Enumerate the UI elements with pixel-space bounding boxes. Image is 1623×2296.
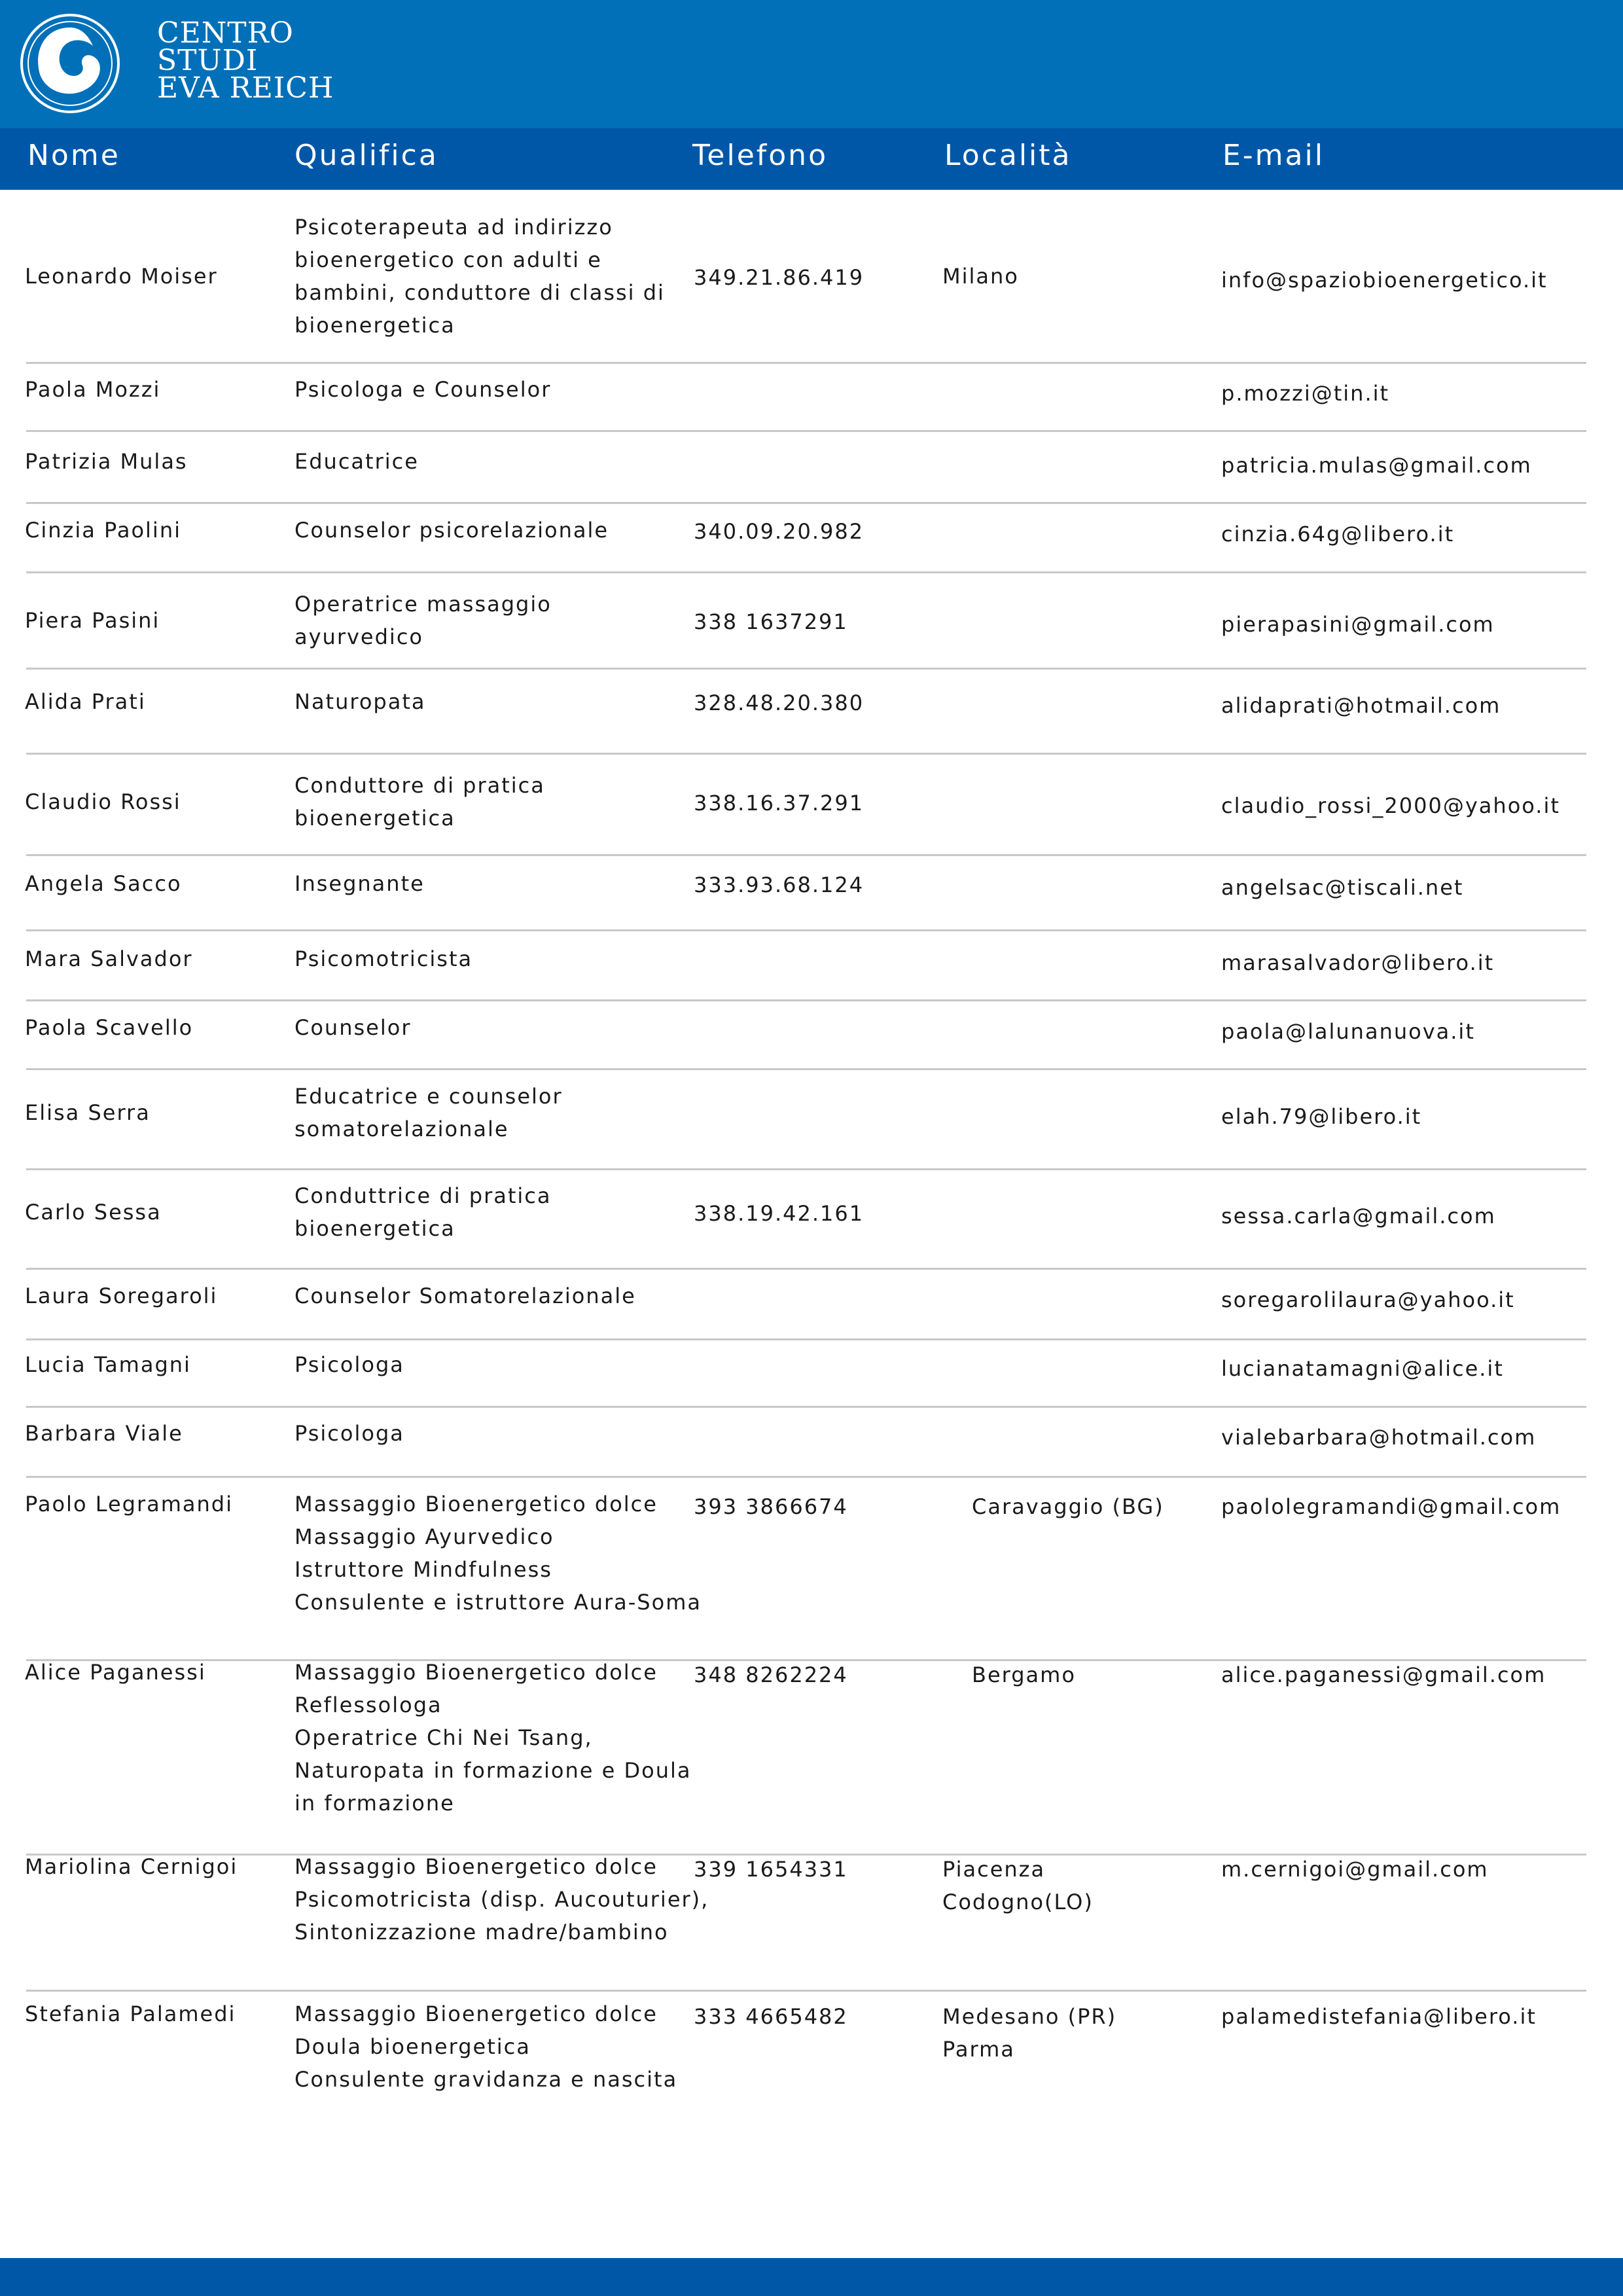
qualification-cell: Sintonizzazione madre/bambino: [294, 1920, 669, 1945]
qualification-cell: Doula bioenergetica: [294, 2034, 531, 2059]
qualification-cell: Psicomotricista (disp. Aucouturier),: [294, 1887, 709, 1912]
name-cell: Cinzia Paolini: [25, 518, 181, 543]
qualification-cell: Counselor: [294, 1015, 412, 1040]
row-separator: [26, 502, 1586, 504]
qualification-cell: Psicologa: [294, 1421, 404, 1446]
email-cell[interactable]: m.cernigoi@gmail.com: [1221, 1857, 1489, 1882]
email-cell[interactable]: info@spaziobioenergetico.it: [1221, 268, 1548, 293]
email-cell[interactable]: lucianatamagni@alice.it: [1221, 1356, 1504, 1381]
phone-cell: 340.09.20.982: [694, 519, 865, 544]
phone-cell: 338 1637291: [694, 609, 848, 634]
qualification-cell: in formazione: [294, 1791, 455, 1816]
qualification-cell: Insegnante: [294, 871, 425, 896]
qualification-cell: Massaggio Bioenergetico dolce: [294, 1854, 658, 1879]
qualification-cell: Educatrice: [294, 449, 419, 474]
row-separator: [26, 753, 1586, 755]
qualification-cell: Naturopata: [294, 689, 426, 714]
name-cell: Laura Soregaroli: [25, 1283, 218, 1308]
name-cell: Mariolina Cernigoi: [25, 1854, 238, 1879]
bottom-banner: [0, 2258, 1623, 2296]
email-cell[interactable]: paololegramandi@gmail.com: [1221, 1494, 1561, 1519]
email-cell[interactable]: patricia.mulas@gmail.com: [1221, 453, 1532, 478]
location-cell: Codogno(LO): [942, 1890, 1094, 1914]
row-separator: [26, 571, 1586, 573]
brand-name-line: STUDI: [157, 44, 259, 77]
name-cell: Alida Prati: [25, 689, 146, 714]
name-cell: Patrizia Mulas: [25, 449, 188, 474]
row-separator: [26, 1168, 1586, 1170]
phone-cell: 339 1654331: [694, 1857, 848, 1882]
qualification-cell: bioenergetica: [294, 313, 455, 338]
brand-name-line: EVA REICH: [157, 71, 334, 105]
qualification-cell: Conduttrice di pratica: [294, 1183, 552, 1208]
email-cell[interactable]: palamedistefania@libero.it: [1221, 2004, 1537, 2029]
email-cell[interactable]: pierapasini@gmail.com: [1221, 612, 1495, 637]
qualification-cell: Consulente gravidanza e nascita: [294, 2067, 678, 2092]
location-cell: Caravaggio (BG): [972, 1494, 1164, 1519]
name-cell: Barbara Viale: [25, 1421, 183, 1446]
email-cell[interactable]: marasalvador@libero.it: [1221, 950, 1495, 975]
email-cell[interactable]: cinzia.64g@libero.it: [1221, 522, 1455, 547]
phone-cell: 328.48.20.380: [694, 691, 865, 715]
qualification-cell: bioenergetica: [294, 806, 455, 831]
name-cell: Claudio Rossi: [25, 789, 181, 814]
phone-cell: 333 4665482: [694, 2004, 848, 2029]
phone-cell: 338.19.42.161: [694, 1201, 865, 1226]
email-cell[interactable]: elah.79@libero.it: [1221, 1104, 1422, 1129]
row-separator: [26, 1068, 1586, 1070]
qualification-cell: Psicoterapeuta ad indirizzo: [294, 215, 613, 240]
phone-cell: 333.93.68.124: [694, 872, 865, 897]
name-cell: Mara Salvador: [25, 946, 193, 971]
name-cell: Paolo Legramandi: [25, 1492, 233, 1516]
name-cell: Paola Mozzi: [25, 377, 161, 402]
row-separator: [26, 1476, 1586, 1478]
column-header-qualification: Qualifica: [294, 139, 438, 172]
qualification-cell: Consulente e istruttore Aura-Soma: [294, 1590, 702, 1615]
qualification-cell: Psicomotricista: [294, 946, 473, 971]
name-cell: Elisa Serra: [25, 1100, 151, 1125]
email-cell[interactable]: vialebarbara@hotmail.com: [1221, 1425, 1537, 1450]
name-cell: Angela Sacco: [25, 871, 182, 896]
row-separator: [26, 668, 1586, 670]
qualification-cell: bioenergetica: [294, 1216, 455, 1241]
qualification-cell: Conduttore di pratica: [294, 773, 545, 798]
name-cell: Leonardo Moiser: [25, 264, 218, 289]
email-cell[interactable]: p.mozzi@tin.it: [1221, 381, 1390, 406]
email-cell[interactable]: soregarolilaura@yahoo.it: [1221, 1287, 1515, 1312]
email-cell[interactable]: paola@lalunanuova.it: [1221, 1019, 1475, 1044]
name-cell: Stefania Palamedi: [25, 2001, 236, 2026]
qualification-cell: Educatrice e counselor: [294, 1084, 563, 1109]
qualification-cell: Psicologa: [294, 1352, 404, 1377]
row-separator: [26, 430, 1586, 432]
qualification-cell: Operatrice Chi Nei Tsang,: [294, 1725, 593, 1750]
row-separator: [26, 362, 1586, 364]
qualification-cell: Counselor Somatorelazionale: [294, 1283, 636, 1308]
location-cell: Medesano (PR): [942, 2004, 1117, 2029]
qualification-cell: bioenergetico con adulti e: [294, 247, 602, 272]
email-cell[interactable]: angelsac@tiscali.net: [1221, 875, 1464, 900]
qualification-cell: Massaggio Bioenergetico dolce: [294, 1492, 658, 1516]
qualification-cell: ayurvedico: [294, 624, 423, 649]
email-cell[interactable]: claudio_rossi_2000@yahoo.it: [1221, 793, 1560, 818]
name-cell: Piera Pasini: [25, 608, 160, 633]
qualification-cell: Istruttore Mindfulness: [294, 1557, 552, 1582]
email-cell[interactable]: sessa.carla@gmail.com: [1221, 1204, 1496, 1229]
row-separator: [26, 1268, 1586, 1270]
brand-name-line: CENTRO: [157, 16, 294, 50]
qualification-cell: bambini, conduttore di classi di: [294, 280, 665, 305]
location-cell: Bergamo: [972, 1662, 1076, 1687]
name-cell: Alice Paganessi: [25, 1660, 206, 1685]
column-header-email: E-mail: [1222, 139, 1325, 172]
email-cell[interactable]: alice.paganessi@gmail.com: [1221, 1662, 1546, 1687]
name-cell: Paola Scavello: [25, 1015, 194, 1040]
location-cell: Parma: [942, 2037, 1015, 2062]
column-header-location: Località: [944, 139, 1072, 172]
qualification-cell: Psicologa e Counselor: [294, 377, 552, 402]
phone-cell: 348 8262224: [694, 1662, 848, 1687]
qualification-cell: Massaggio Ayurvedico: [294, 1524, 554, 1549]
row-separator: [26, 1406, 1586, 1408]
name-cell: Carlo Sessa: [25, 1200, 162, 1225]
column-header-phone: Telefono: [692, 139, 828, 172]
qualification-cell: Operatrice massaggio: [294, 592, 552, 617]
phone-cell: 393 3866674: [694, 1494, 848, 1519]
row-separator: [26, 999, 1586, 1001]
column-header-name: Nome: [27, 139, 120, 172]
qualification-cell: Naturopata in formazione e Doula: [294, 1758, 692, 1783]
location-cell: Piacenza: [942, 1857, 1046, 1882]
email-cell[interactable]: alidaprati@hotmail.com: [1221, 693, 1501, 718]
phone-cell: 338.16.37.291: [694, 791, 865, 816]
row-separator: [26, 1338, 1586, 1340]
qualification-cell: Massaggio Bioenergetico dolce: [294, 2001, 658, 2026]
qualification-cell: Massaggio Bioenergetico dolce: [294, 1660, 658, 1685]
qualification-cell: Reflessologa: [294, 1693, 442, 1717]
row-separator: [26, 854, 1586, 856]
location-cell: Milano: [942, 264, 1019, 289]
row-separator: [26, 1990, 1586, 1992]
qualification-cell: somatorelazionale: [294, 1117, 509, 1141]
name-cell: Lucia Tamagni: [25, 1352, 191, 1377]
qualification-cell: Counselor psicorelazionale: [294, 518, 609, 543]
phone-cell: 349.21.86.419: [694, 265, 865, 290]
row-separator: [26, 929, 1586, 931]
